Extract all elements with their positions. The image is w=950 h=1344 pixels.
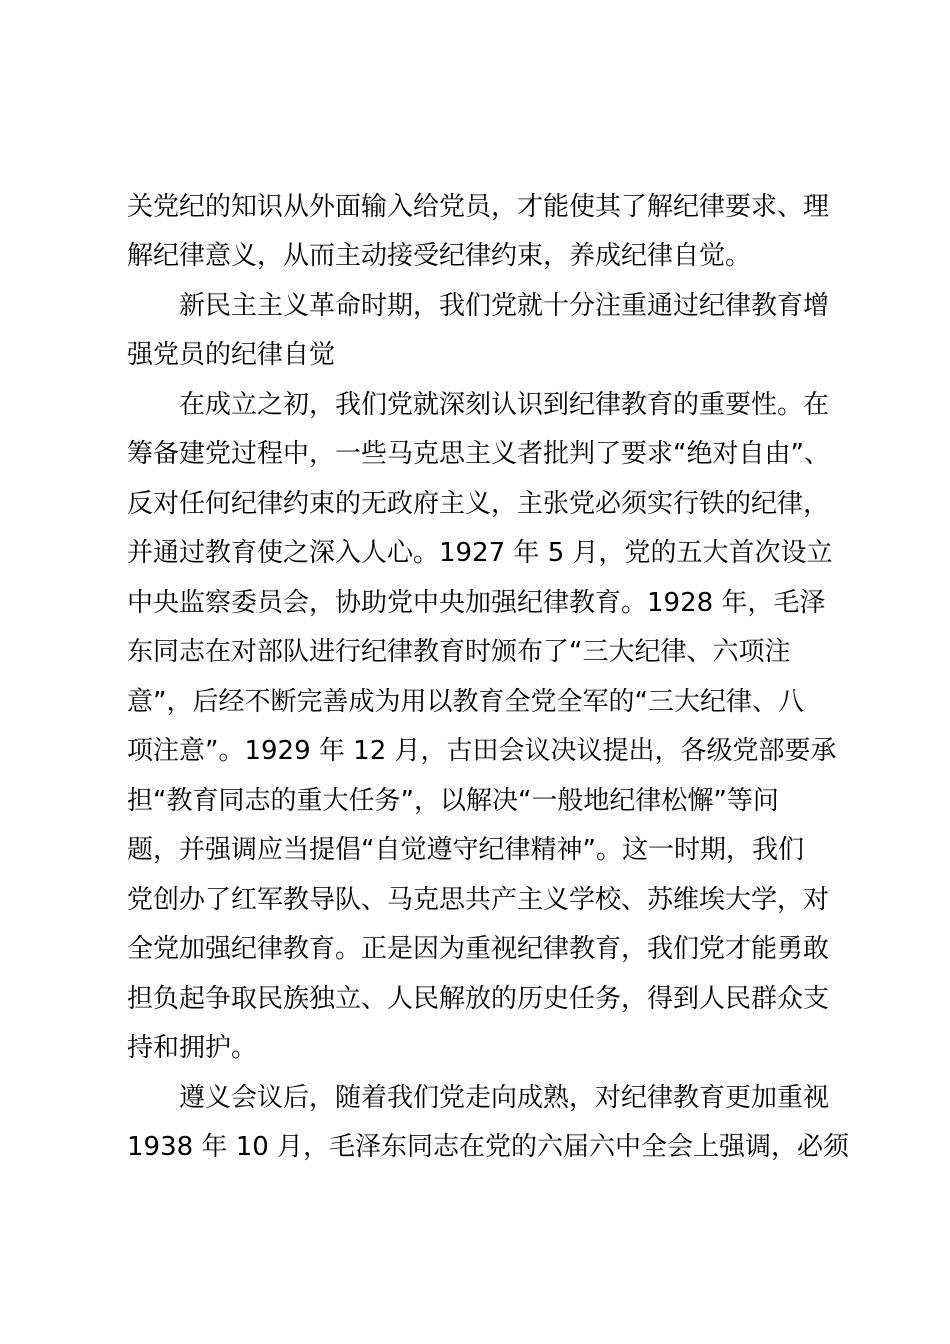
- text-line: 题，并强调应当提倡“自觉遵守纪律精神”。这一时期，我们: [127, 835, 804, 865]
- text-line: 筹备建党过程中，一些马克思主义者批判了要求“绝对自由”、: [127, 439, 830, 469]
- text-line: 全党加强纪律教育。正是因为重视纪律教育，我们党才能勇敢: [127, 934, 830, 964]
- paragraph-heading-line: 遵义会议后，随着我们党走向成熟，对纪律教育更加重视: [127, 1083, 830, 1113]
- text-line: 持和拥护。: [127, 1033, 258, 1063]
- text-line: 解纪律意义，从而主动接受纪律约束，养成纪律自觉。: [127, 241, 752, 271]
- text-line: 项注意”。1929 年 12 月，古田会议决议提出，各级党部要承: [127, 736, 837, 766]
- text-line: 反对任何纪律约束的无政府主义，主张党必须实行铁的纪律，: [127, 489, 830, 519]
- text-line: 关党纪的知识从外面输入给党员，才能使其了解纪律要求、理: [127, 192, 830, 222]
- text-line: 东同志在对部队进行纪律教育时颁布了“三大纪律、六项注: [127, 637, 791, 667]
- text-line: 党创办了红军教导队、马克思共产主义学校、苏维埃大学，对: [127, 885, 830, 915]
- text-line: 意”，后经不断完善成为用以教育全党全军的“三大纪律、八: [127, 687, 804, 717]
- text-line: 中央监察委员会，协助党中央加强纪律教育。1928 年，毛泽: [127, 588, 826, 618]
- text-line: 担负起争取民族独立、人民解放的历史任务，得到人民群众支: [127, 984, 830, 1014]
- paragraph-heading-line: 强党员的纪律自觉: [127, 340, 336, 370]
- text-line: 担“教育同志的重大任务”，以解决“一般地纪律松懈”等问: [127, 786, 779, 816]
- text-line: 并通过教育使之深入人心。1927 年 5 月，党的五大首次设立: [127, 538, 833, 568]
- text-line: 1938 年 10 月，毛泽东同志在党的六届六中全会上强调，必须: [127, 1132, 850, 1162]
- text-line: 在成立之初，我们党就深刻认识到纪律教育的重要性。在: [127, 390, 830, 420]
- paragraph-heading-line: 新民主主义革命时期，我们党就十分注重通过纪律教育增: [127, 291, 830, 321]
